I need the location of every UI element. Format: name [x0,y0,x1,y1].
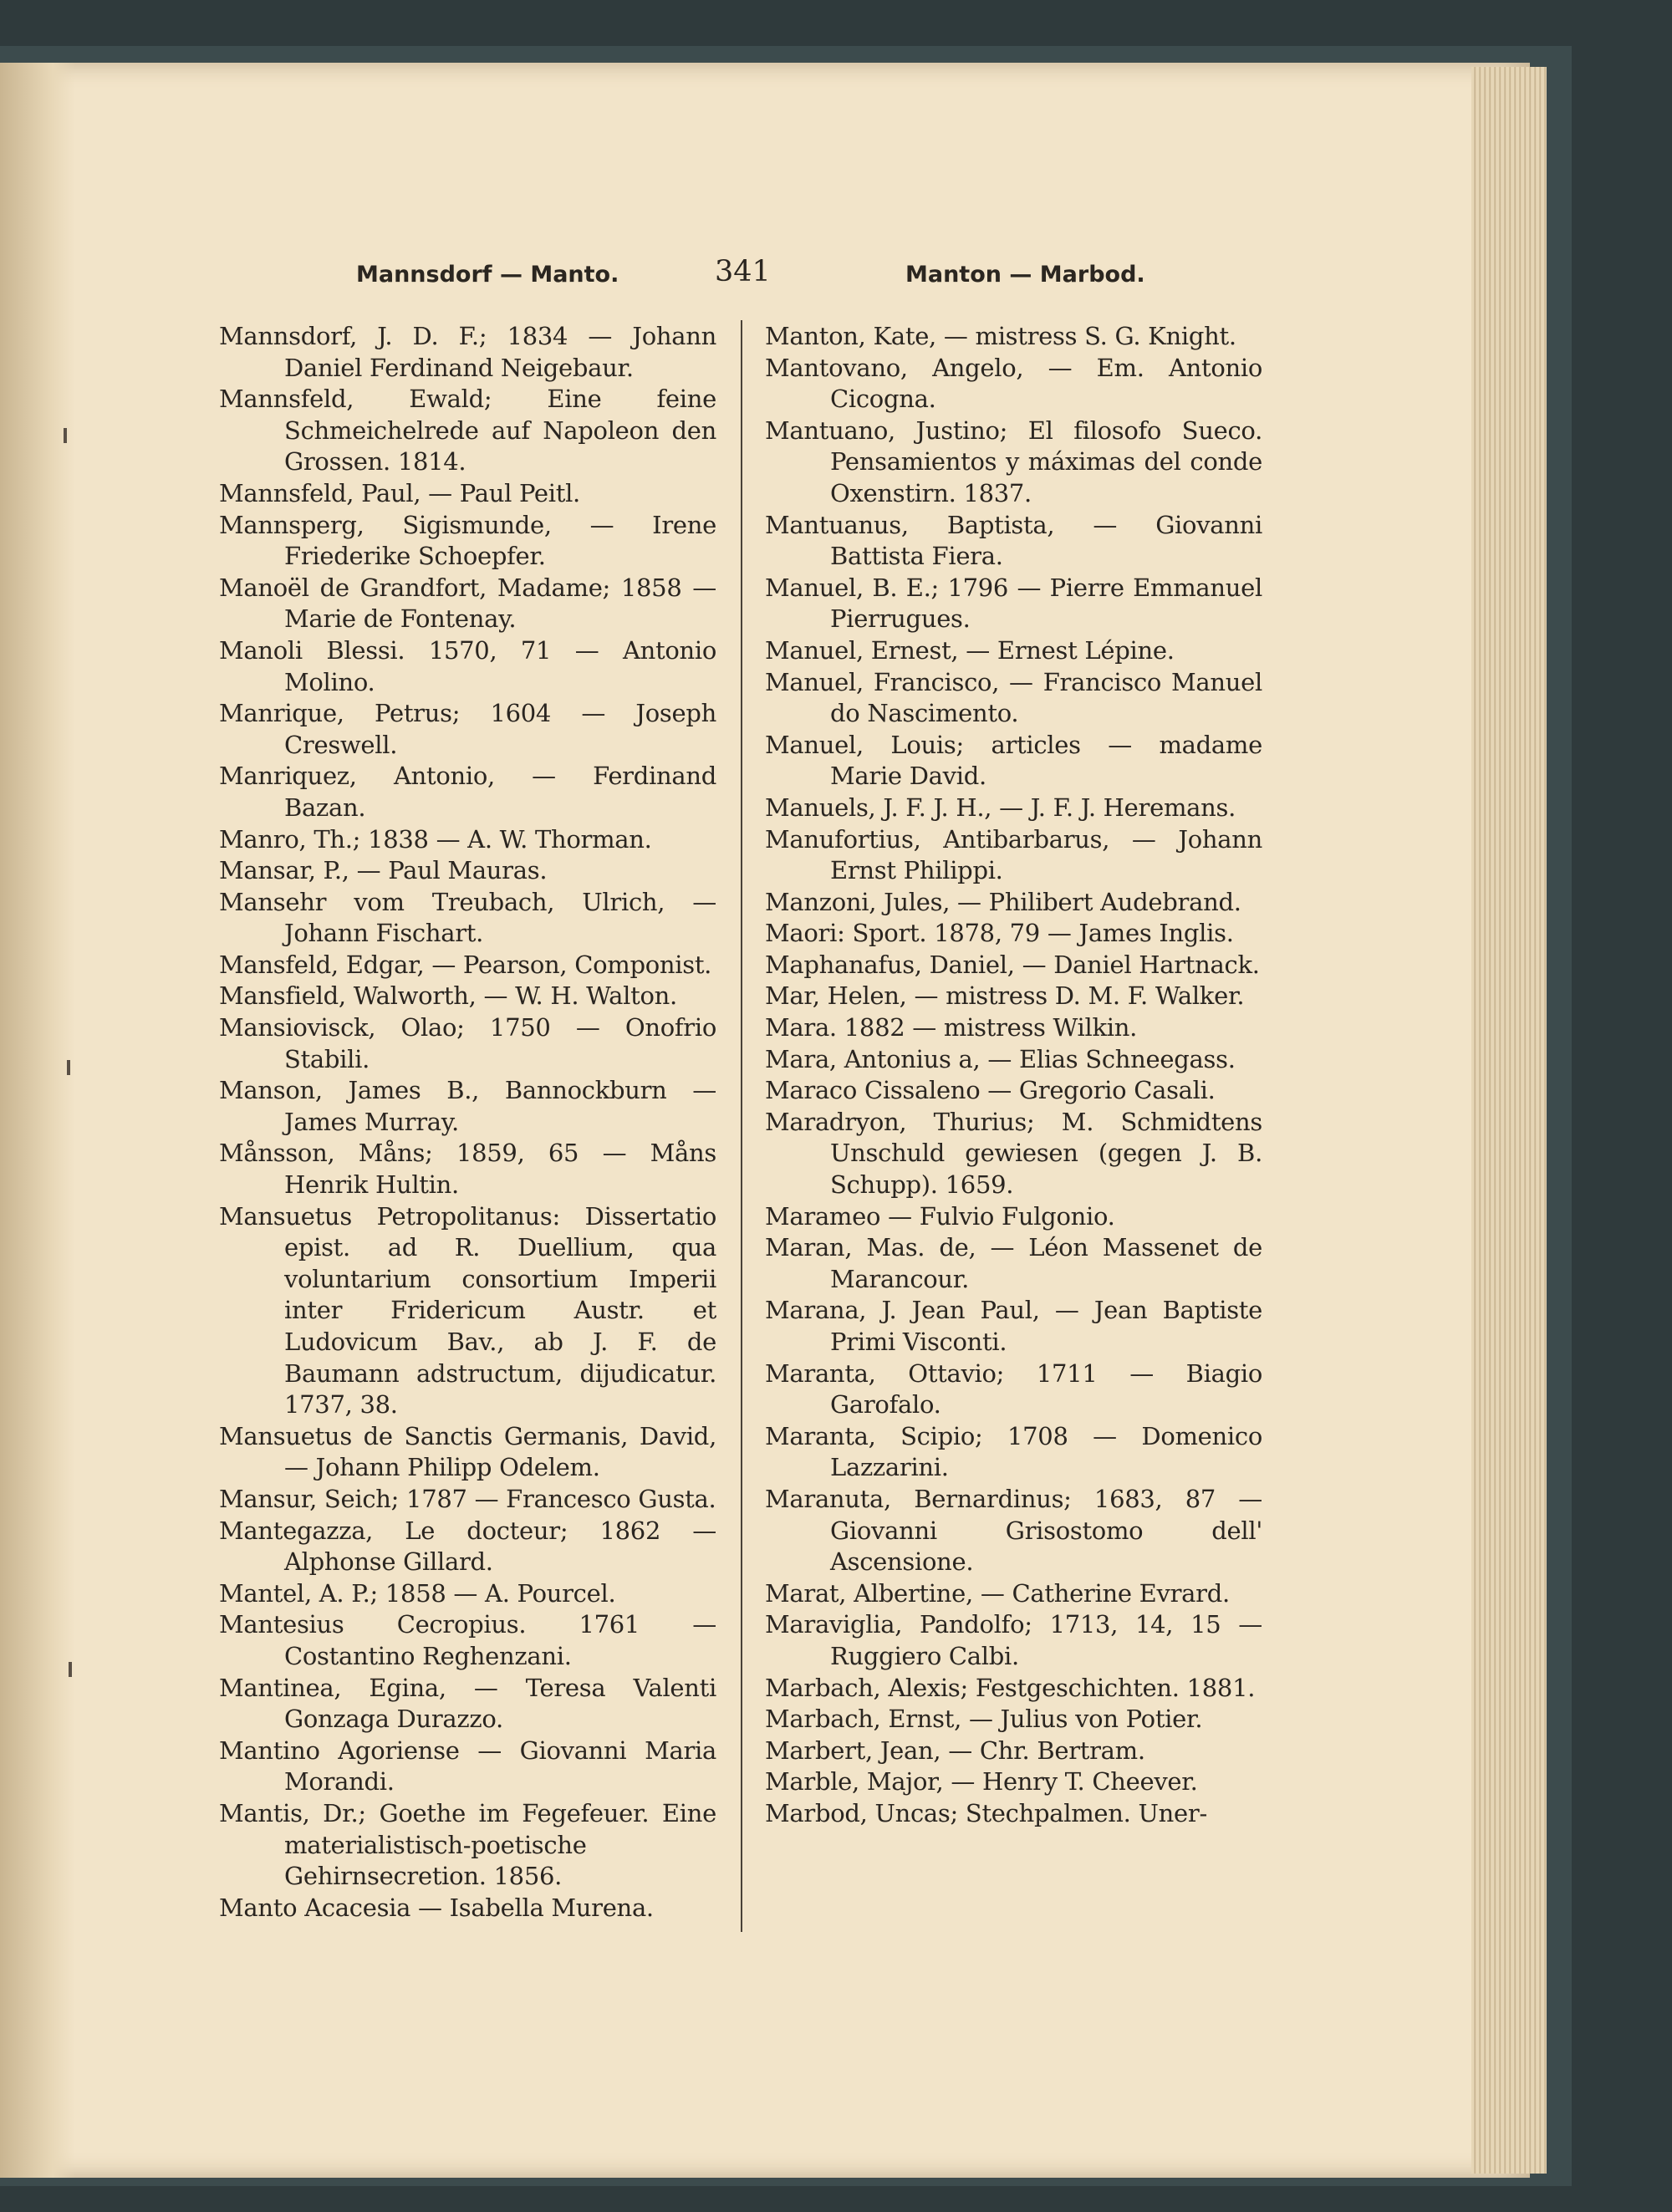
index-entry: Manton, Kate, — mistress S. G. Knight. [765,322,1236,350]
index-entry: Mantesius Cecropius. 1761 — Costantino Reghenzani. [219,1610,716,1670]
margin-mark [69,1662,72,1677]
margin-mark [67,1060,70,1075]
left-column [219,321,716,1924]
index-entry: Mantel, A. P.; 1858 — A. Pourcel. [219,1578,616,1608]
index-entry: Mansar, P., — Paul Mauras. [219,856,548,885]
index-entry: Manro, Th.; 1838 — A. W. Thorman. [219,824,652,854]
index-entry: Maranuta, Bernardinus; 1683, 87 — Giovanni Grisostomo dell' Ascensione. [765,1484,1262,1577]
index-entry: Maphanafus, Daniel, — Daniel Hartnack. [765,950,1260,979]
index-entry: Maradryon, Thurius; M. Schmidtens Unschuld gewiesen (gegen J. B. Schupp). 1659. [765,1107,1262,1200]
index-entry: Mantovano, Angelo, — Em. Antonio Cicogna. [765,353,1262,414]
right-running-head: Manton — Marbod. [905,262,1145,288]
index-entry: Manzoni, Jules, — Philibert Audebrand. [765,887,1241,916]
index-entry: Maran, Mas. de, — Léon Massenet de Marancour. [765,1233,1262,1293]
index-entry: Manuel, Louis; articles — madame Marie David. [765,730,1262,791]
index-entry: Maraviglia, Pandolfo; 1713, 14, 15 — Ruggiero Calbi. [765,1610,1262,1670]
index-entry: Marameo — Fulvio Fulgonio. [765,1201,1115,1231]
margin-mark [64,428,67,443]
index-entry: Mar, Helen, — mistress D. M. F. Walker. [765,981,1245,1011]
index-entry: Mantino Agoriense — Giovanni Maria Morandi. [219,1735,716,1797]
index-entry: Marbach, Alexis; Festgeschichten. 1881. [765,1673,1256,1702]
index-entry: Manuels, J. F. J. H., — J. F. J. Heremans. [765,793,1236,822]
page-gutter [0,63,75,2178]
index-entry: Manuel, Francisco, — Francisco Manuel do Nascimento. [765,667,1262,728]
index-entry: Manuel, Ernest, — Ernest Lépine. [765,635,1175,665]
column-divider [741,320,742,1932]
index-entry: Mantuano, Justino; El filosofo Sueco. Pensamientos y máximas del conde Oxenstirn. 1837. [765,415,1262,507]
index-entry: Maranta, Scipio; 1708 — Domenico Lazzarini. [765,1421,1262,1482]
index-entry: Manson, James B., Bannockburn — James Murray. [219,1076,716,1136]
index-entry: Marble, Major, — Henry T. Cheever. [765,1767,1198,1797]
page-edges [1471,67,1547,2174]
index-entry: Manuel, B. E.; 1796 — Pierre Emmanuel Pierrugues. [765,573,1262,634]
index-entry: Mantis, Dr.; Goethe im Fegefeuer. Eine materialistisch-poetische Gehirnsecretion. 1856. [219,1798,716,1891]
index-entry: Mansuetus de Sanctis Germanis, David, — Johann Philipp Odelem. [219,1421,716,1482]
index-entry: Mannsdorf, J. D. F.; 1834 — Johann Daniel Ferdinand Neigebaur. [219,322,716,382]
index-entry: Mansiovisck, Olao; 1750 — Onofrio Stabili. [219,1013,716,1073]
index-entry: Maori: Sport. 1878, 79 — James Inglis. [765,919,1234,948]
index-entry: Marbert, Jean, — Chr. Bertram. [765,1735,1145,1765]
left-running-head: Mannsdorf — Manto. [356,262,619,288]
index-entry: Mannsperg, Sigismunde, — Irene Friederike Schoepfer. [219,510,716,571]
index-entry: Mantegazza, Le docteur; 1862 — Alphonse Gillard. [219,1516,716,1577]
index-entry: Manrique, Petrus; 1604 — Joseph Creswell. [219,699,716,759]
index-entry: Mara, Antonius a, — Elias Schneegass. [765,1044,1236,1073]
index-entry: Marat, Albertine, — Catherine Evrard. [765,1578,1230,1608]
index-entry: Manto Acacesia — Isabella Murena. [219,1893,654,1922]
running-header [0,255,1421,297]
index-entry: Maraco Cissaleno — Gregorio Casali. [765,1076,1216,1105]
index-entry: Mantinea, Egina, — Teresa Valenti Gonzaga Durazzo. [219,1673,716,1734]
index-entry: Manoli Blessi. 1570, 71 — Antonio Molino. [219,635,716,696]
index-entry: Mansfeld, Edgar, — Pearson, Componist. [219,950,712,979]
index-entry: Manriquez, Antonio, — Ferdinand Bazan. [219,762,716,822]
index-entry: Mantuanus, Baptista, — Giovanni Battista Fiera. [765,510,1262,571]
index-entry: Marbod, Uncas; Stechpalmen. Uner- [765,1798,1207,1827]
index-entry: Mansehr vom Treubach, Ulrich, — Johann Fischart. [219,887,716,948]
index-entry: Maranta, Ottavio; 1711 — Biagio Garofalo. [765,1358,1262,1419]
index-entry: Mansuetus Petropolitanus: Dissertatio epist. ad R. Duellium, qua voluntarium consortium Imperii inter Fridericum Austr. et Ludovicum Bav., ab J. F. de Baumann adstructum, dijudicatur. 1737, 38. [219,1201,716,1419]
page-number: 341 [715,255,771,288]
index-entry: Mara. 1882 — mistress Wilkin. [765,1013,1138,1042]
index-entry: Mansur, Seich; 1787 — Francesco Gusta. [219,1484,716,1513]
index-entry: Marana, J. Jean Paul, — Jean Baptiste Primi Visconti. [765,1296,1262,1356]
index-entry: Mansfield, Walworth, — W. H. Walton. [219,981,677,1011]
index-entry: Månsson, Måns; 1859, 65 — Måns Henrik Hultin. [219,1139,716,1200]
index-entry: Marbach, Ernst, — Julius von Potier. [765,1705,1203,1734]
index-entry: Mannsfeld, Paul, — Paul Peitl. [219,478,580,507]
index-entry: Manufortius, Antibarbarus, — Johann Ernst Philippi. [765,824,1262,885]
index-entry: Mannsfeld, Ewald; Eine feine Schmeichelrede auf Napoleon den Grossen. 1814. [219,385,716,477]
right-column [765,321,1262,1830]
index-entry: Manoël de Grandfort, Madame; 1858 — Marie de Fontenay. [219,573,716,634]
